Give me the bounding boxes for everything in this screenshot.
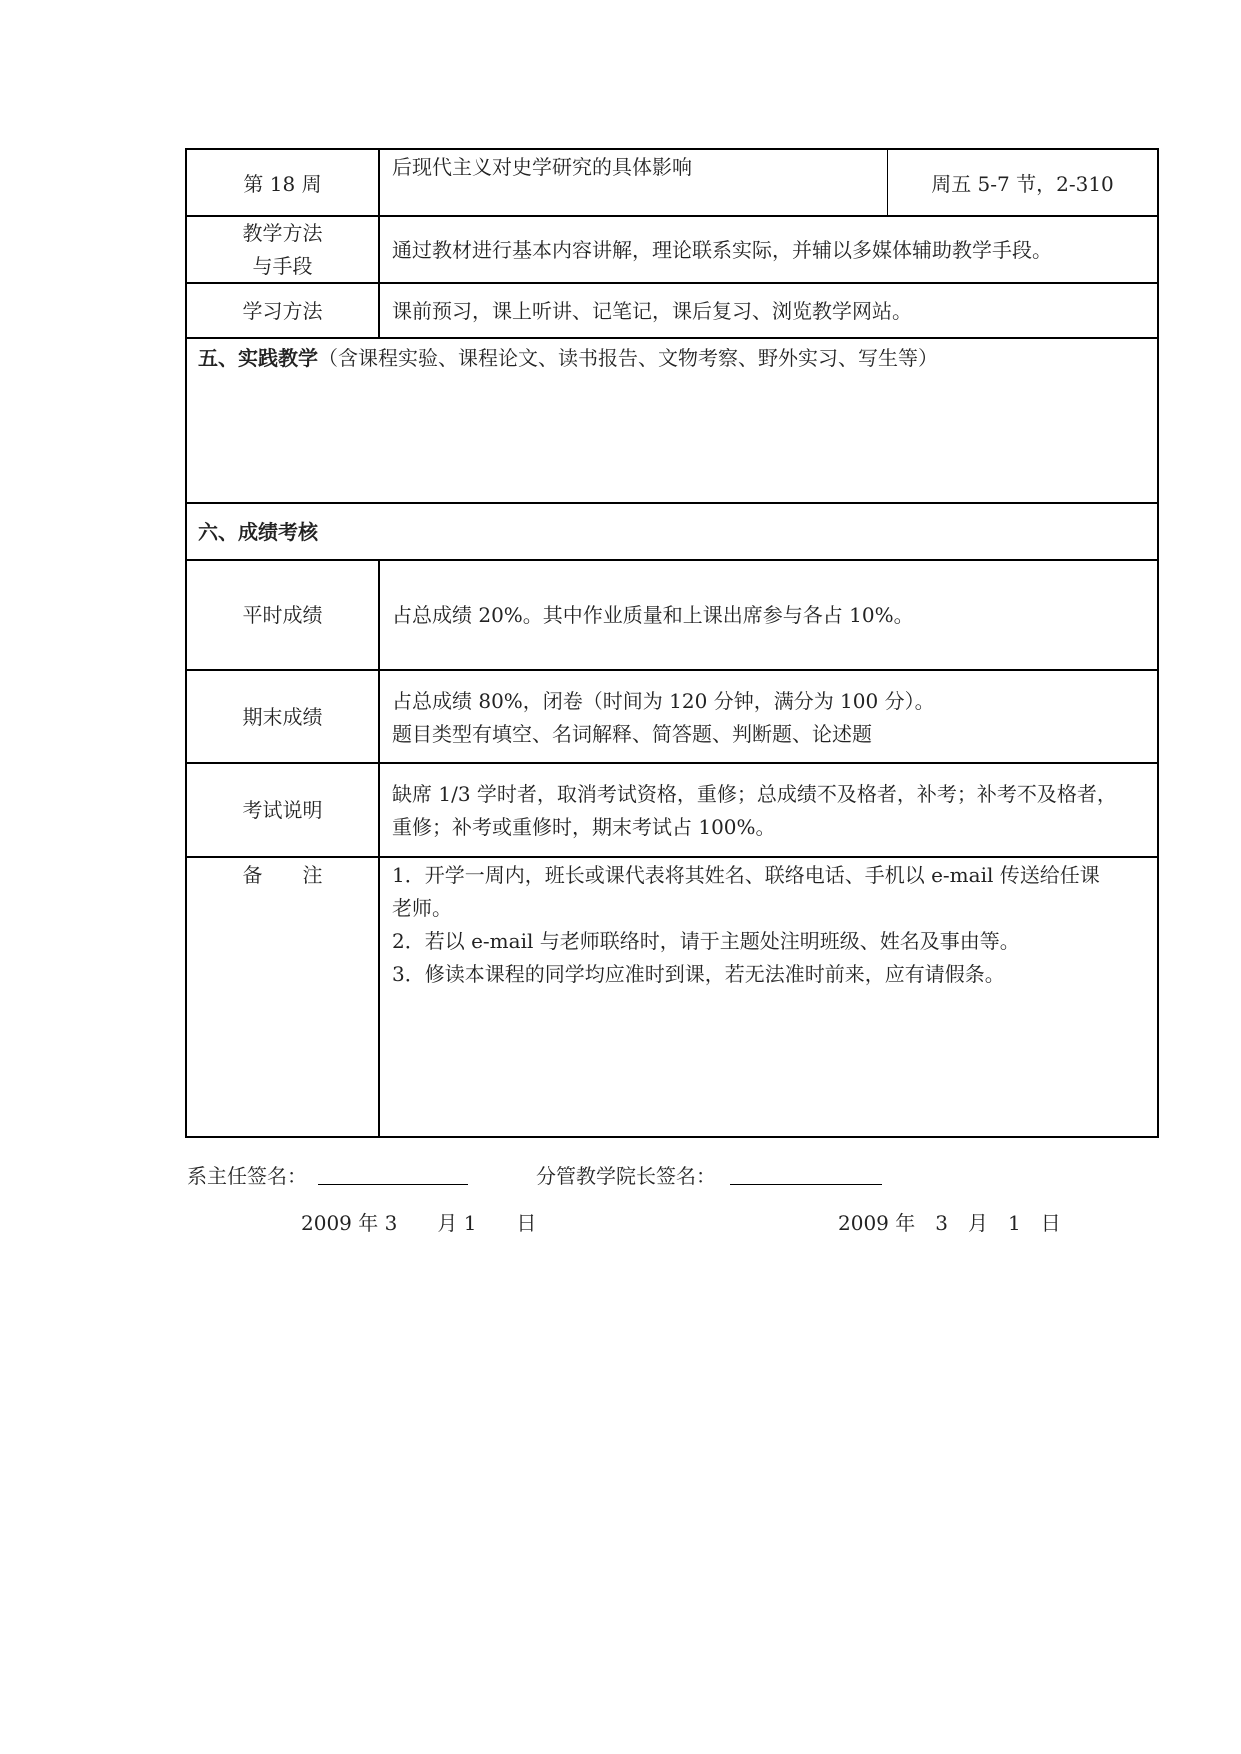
dean-signature-line <box>730 1184 882 1185</box>
label-column-divider-bottom <box>378 560 380 1138</box>
row-line-bottom <box>185 1136 1159 1138</box>
section5-header <box>198 346 938 370</box>
dept-head-signature-label: 系主任签名： <box>187 1164 307 1188</box>
date-left: 2009 年 3 月 1 日 <box>301 1211 537 1235</box>
section5-heading: 五、实践教学 <box>198 346 318 370</box>
dept-head-signature-line <box>318 1184 468 1185</box>
date-right: 2009 年 3 月 1 日 <box>838 1211 1061 1235</box>
section6-heading: 六、成绩考核 <box>198 520 318 544</box>
week-label: 第 18 周 <box>243 172 322 196</box>
dean-signature-label: 分管教学院长签名： <box>536 1164 716 1188</box>
section5-note: （含课程实验、课程论文、读书报告、文物考察、野外实习、写生等） <box>318 346 938 370</box>
table-border-right <box>1157 148 1159 1138</box>
exam-notes-line2: 重修；补考或重修时，期末考试占 100%。 <box>392 815 776 839</box>
final-score-line1: 占总成绩 80%，闭卷（时间为 120 分钟，满分为 100 分）。 <box>392 689 935 713</box>
remarks-line4: 3．修读本课程的同学均应准时到课，若无法准时前来，应有请假条。 <box>392 962 1005 986</box>
learning-method-label: 学习方法 <box>242 299 323 323</box>
remarks-line1: 1．开学一周内，班长或课代表将其姓名、联络电话、手机以 e-mail 传送给任课 <box>392 863 1100 887</box>
remarks-line3: 2．若以 e-mail 与老师联络时，请于主题处注明班级、姓名及事由等。 <box>392 929 1020 953</box>
week-schedule: 周五 5-7 节，2-310 <box>931 172 1114 196</box>
label-column-divider-top <box>378 148 380 338</box>
row-line-1 <box>185 215 1159 217</box>
row-line-8 <box>185 856 1159 858</box>
row-line-7 <box>185 762 1159 764</box>
remarks-label: 备 注 <box>242 863 323 887</box>
learning-method-content: 课前预习，课上听讲、记笔记，课后复习、浏览教学网站。 <box>392 299 912 323</box>
final-score-line2: 题目类型有填空、名词解释、简答题、判断题、论述题 <box>392 722 872 746</box>
teaching-method-label-line2: 与手段 <box>252 254 313 278</box>
table-border-left <box>185 148 187 1138</box>
row-line-2 <box>185 282 1159 284</box>
row-line-5 <box>185 559 1159 561</box>
teaching-method-label-line1: 教学方法 <box>242 221 323 245</box>
row-line-top <box>185 148 1159 150</box>
week-topic: 后现代主义对史学研究的具体影响 <box>392 155 692 179</box>
row-line-6 <box>185 669 1159 671</box>
usual-score-content: 占总成绩 20%。其中作业质量和上课出席参与各占 10%。 <box>392 603 914 627</box>
remarks-line2: 老师。 <box>392 896 452 920</box>
final-score-label: 期末成绩 <box>242 705 323 729</box>
row-line-3 <box>185 337 1159 339</box>
usual-score-label: 平时成绩 <box>242 603 323 627</box>
teaching-method-content: 通过教材进行基本内容讲解，理论联系实际，并辅以多媒体辅助教学手段。 <box>392 238 1052 262</box>
exam-notes-line1: 缺席 1/3 学时者，取消考试资格，重修；总成绩不及格者，补考；补考不及格者， <box>392 782 1117 806</box>
row-line-4 <box>185 502 1159 504</box>
exam-notes-label: 考试说明 <box>242 798 323 822</box>
